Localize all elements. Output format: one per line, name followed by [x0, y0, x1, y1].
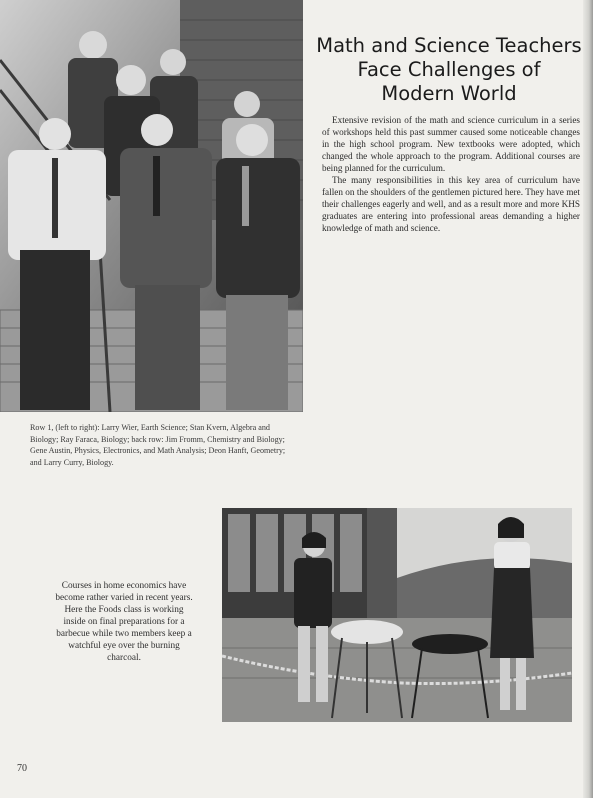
page-edge-shadow	[583, 0, 593, 798]
teachers-photo-caption: Row 1, (left to right): Larry Wier, Earth Science; Stan Kvern, Algebra and Biology; Ray Faraca, Biology; back row: Jim Fromm, Chemistry and Biology; Gene Austin, Physics, Electronics, and Math Analysis; Deon Hanft, Geometry; and Larry Curry, Biology.	[30, 423, 286, 467]
article-paragraph: The many responsibilities in this key area of curriculum have fallen on the shoulders of the gentlemen pictured here. They have met their challenges eagerly and well, and as a result more and more KHS graduates are entering into professional areas demanding a higher knowledge of math and science.	[322, 175, 580, 233]
article-body	[322, 114, 580, 234]
title-line-3: Modern World	[381, 82, 517, 105]
foods-class-photo	[222, 508, 572, 722]
title-line-1: Math and Science Teachers	[316, 34, 582, 57]
teachers-group-photo	[0, 0, 303, 412]
article-title	[311, 34, 587, 106]
title-line-2: Face Challenges of	[357, 58, 541, 81]
article-paragraph: Extensive revision of the math and science curriculum in a series of workshops held this past summer caused some noticeable changes in the high school program. New textbooks were adopted, which changed the whole approach to the program. Additional courses are being planned for the curriculum.	[322, 115, 580, 173]
page-number: 70	[17, 763, 27, 774]
foods-photo-caption: Courses in home economics have become rather varied in recent years. Here the Foods class is working inside on final preparations for a barbecue while two members keep a watchful eye over the burning charcoal.	[55, 581, 193, 663]
